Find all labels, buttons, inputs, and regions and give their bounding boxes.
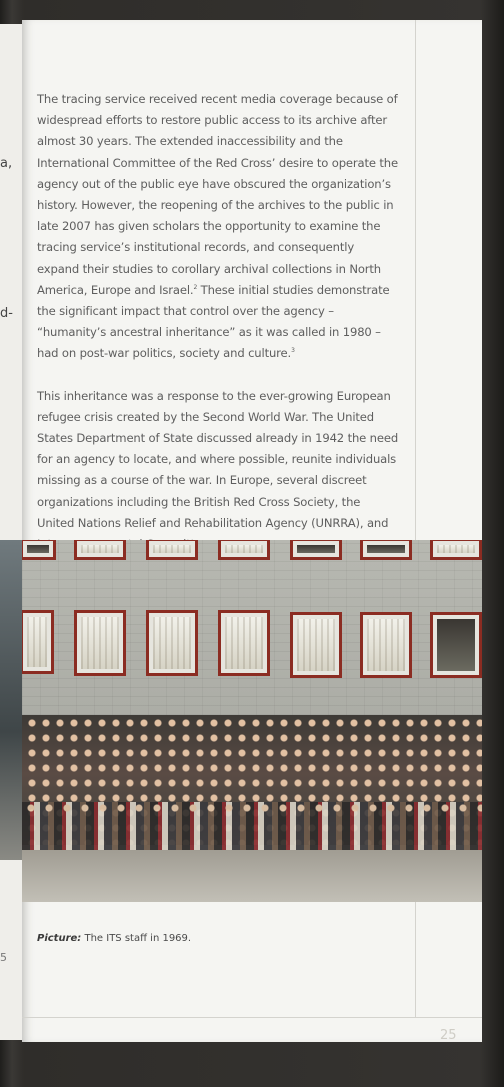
window xyxy=(360,612,412,678)
window xyxy=(74,610,126,676)
window xyxy=(430,540,482,560)
window xyxy=(146,610,198,676)
staff-group-photo xyxy=(22,540,482,902)
column-rule xyxy=(415,902,416,1017)
prev-page-fragment: a, xyxy=(0,156,13,171)
window xyxy=(74,540,126,560)
window xyxy=(146,540,198,560)
paragraph-1-text: The tracing service received recent media coverage because of widespread efforts to restore public access to its archive after almost 30 years. The extended inaccessibility and the International Committee of the Red Cross’ desire to operate the agency out of the public eye have obscured the organization’s history. However, the reopening of the archives to the public in late 2007 has given scholars the opportunity to examine the tracing service’s institutional records, and consequently expand their studies to corollary archival collections in North America, Europe and Israel. xyxy=(37,92,398,297)
window xyxy=(360,540,412,560)
footnote-marker: 2 xyxy=(193,283,198,291)
caption-label: Picture: xyxy=(37,933,82,944)
window xyxy=(290,612,342,678)
window xyxy=(22,540,56,560)
body-text xyxy=(37,89,399,576)
paragraph-2: This inheritance was a response to the ever-growing European refugee crisis created by the Second World War. The United States Department of State discussed already in 1942 the need for an agency to locate, and where possible, reunite individuals missing as a course of the war. In Europe, several discreet organizations including the British Red Cross Society, the United Nations Relief and Rehabilitation Agency (UNRRA), and xyxy=(37,388,399,530)
photo-caption xyxy=(37,933,191,944)
footnote-marker: 3 xyxy=(291,347,295,355)
staff-front-row xyxy=(22,802,482,850)
footer-rule xyxy=(22,1017,482,1018)
page-number: 25 xyxy=(440,1028,457,1043)
window xyxy=(22,610,54,674)
paragraph-1-continued: These initial studies demonstrate the significant impact that control over the agency – “humanity’s ancestral inheritance” as it was called in 1980 – had on post-war politics, society and culture. xyxy=(37,282,390,361)
window xyxy=(218,610,270,676)
caption-text: The ITS staff in 1969. xyxy=(81,933,192,944)
prev-page-fragment: d- xyxy=(0,306,13,321)
paragraph-1 xyxy=(37,89,399,365)
window xyxy=(218,540,270,560)
previous-page-photo-edge xyxy=(0,540,22,860)
column-rule xyxy=(415,20,416,540)
window xyxy=(290,540,342,560)
window xyxy=(430,612,482,678)
prev-page-fragment: 5 xyxy=(0,951,7,964)
